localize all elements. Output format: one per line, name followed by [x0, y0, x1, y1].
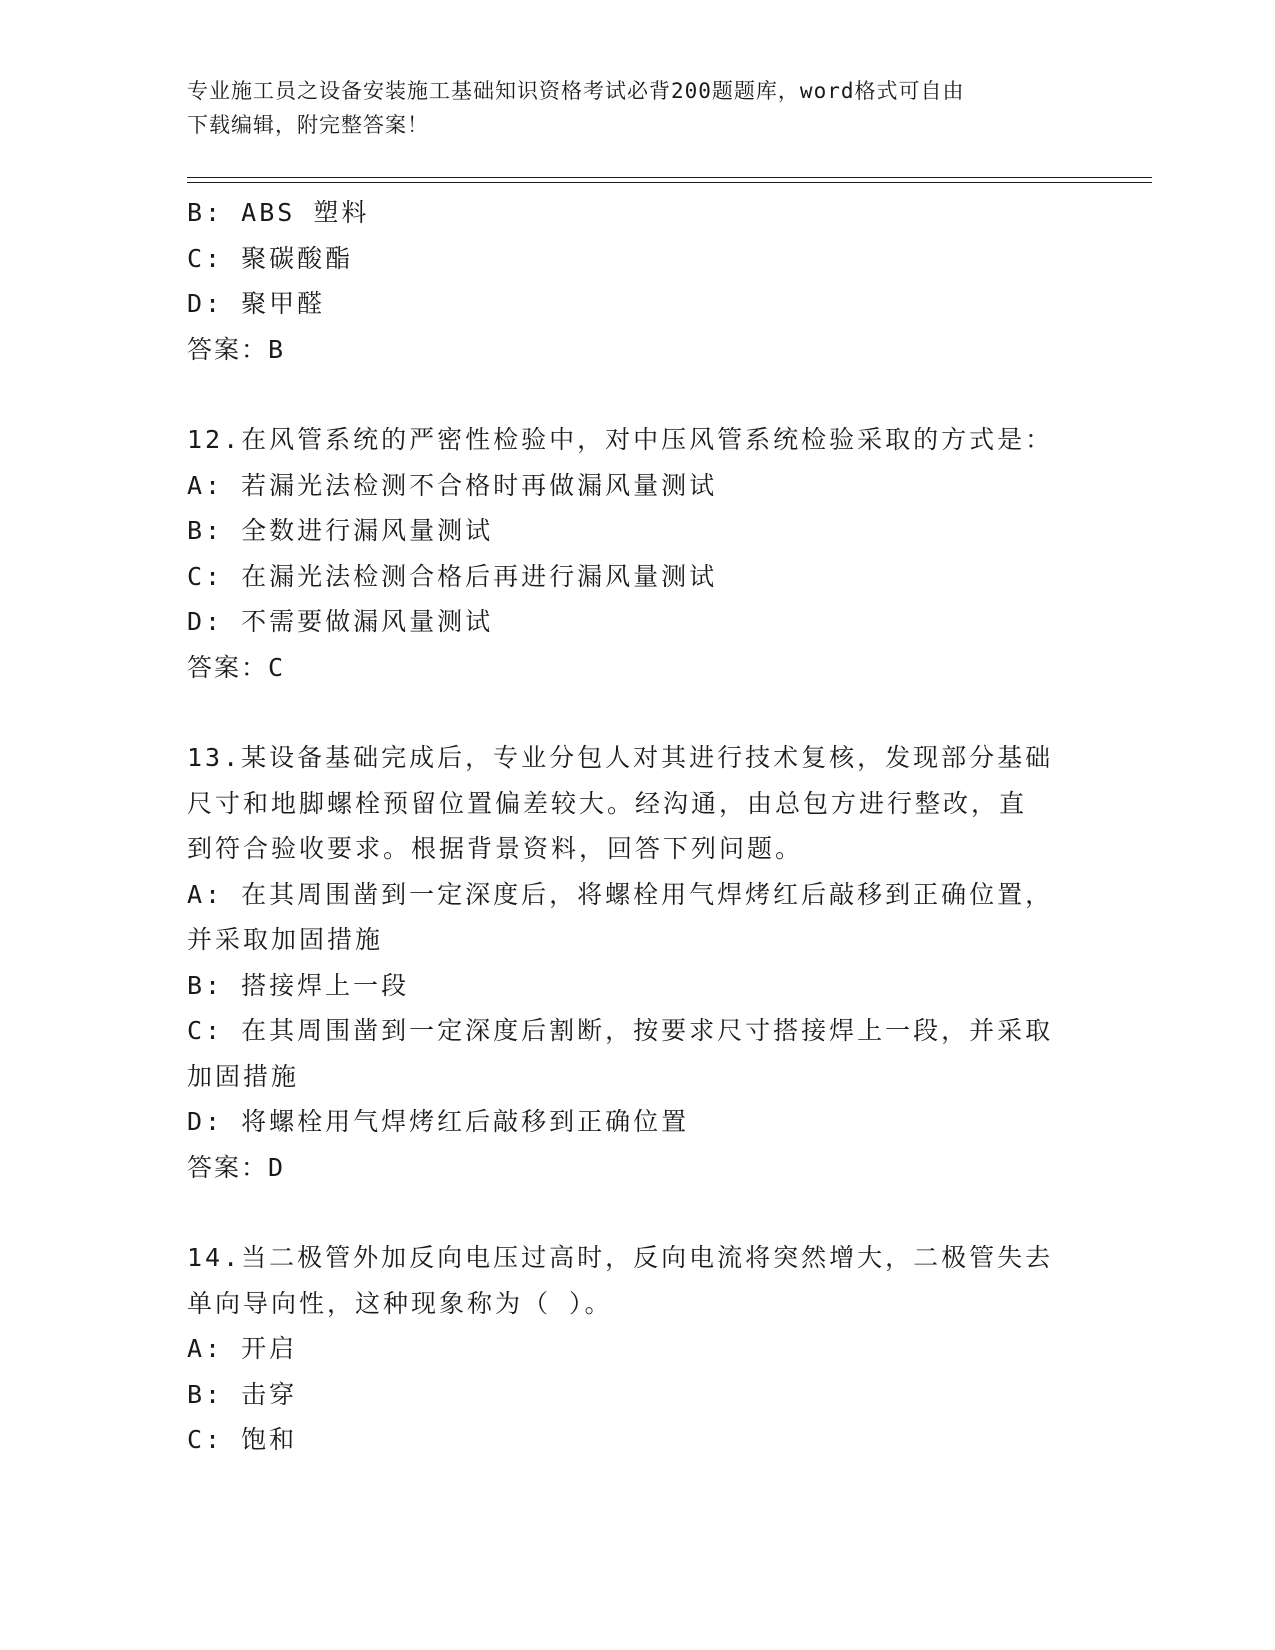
- spacer: [187, 690, 1087, 735]
- document-header: [187, 74, 1087, 142]
- option-a-line-1: A: 在其周围凿到一定深度后，将螺栓用气焊烤红后敲移到正确位置，: [187, 879, 1054, 909]
- option-d: D: 不需要做漏风量测试: [187, 607, 494, 636]
- answer-line: 答案：C: [187, 652, 286, 682]
- option-d: D: 聚甲醛: [187, 289, 326, 318]
- question-stem-line-2: 尺寸和地脚螺栓预留位置偏差较大。经沟通，由总包方进行整改，直: [187, 788, 1028, 818]
- question-stem-line-2: 单向导向性，这种现象称为（ ）。: [187, 1288, 613, 1318]
- option-b: B: 搭接焊上一段: [187, 970, 410, 1000]
- header-divider-top: [187, 177, 1152, 178]
- option-a-line-2: 并采取加固措施: [187, 925, 384, 954]
- question-stem-line-3: 到符合验收要求。根据背景资料，回答下列问题。: [187, 834, 804, 863]
- question-13: [187, 735, 1087, 1190]
- question-14: [187, 1235, 1087, 1463]
- answer-line: 答案：D: [187, 1152, 286, 1182]
- option-c: C: 聚碳酸酯: [187, 243, 354, 273]
- option-b: B: ABS 塑料: [187, 198, 370, 227]
- question-stem-line-1: 13.某设备基础完成后，专业分包人对其进行技术复核，发现部分基础: [187, 743, 1054, 772]
- document-body: [187, 190, 1087, 1463]
- spacer: [187, 1190, 1087, 1235]
- spacer: [187, 372, 1087, 417]
- answer-line: 答案：B: [187, 334, 286, 364]
- option-d: D: 将螺栓用气焊烤红后敲移到正确位置: [187, 1107, 690, 1136]
- option-c: C: 饱和: [187, 1425, 298, 1454]
- question-12: [187, 417, 1087, 690]
- option-b: B: 击穿: [187, 1379, 298, 1409]
- option-c: C: 在漏光法检测合格后再进行漏风量测试: [187, 561, 718, 591]
- option-a: A: 开启: [187, 1334, 298, 1363]
- question-11-continued: [187, 190, 1087, 372]
- header-divider-bottom: [187, 182, 1152, 183]
- question-stem-line-1: 14.当二极管外加反向电压过高时，反向电流将突然增大，二极管失去: [187, 1243, 1054, 1272]
- option-b: B: 全数进行漏风量测试: [187, 516, 494, 545]
- header-line-1: 专业施工员之设备安装施工基础知识资格考试必背200题题库，word格式可自由: [187, 79, 965, 103]
- question-stem: 12.在风管系统的严密性检验中，对中压风管系统检验采取的方式是：: [187, 425, 1054, 454]
- option-c-line-1: C: 在其周围凿到一定深度后割断，按要求尺寸搭接焊上一段，并采取: [187, 1016, 1054, 1045]
- option-a: A: 若漏光法检测不合格时再做漏风量测试: [187, 470, 718, 500]
- header-line-2: 下载编辑，附完整答案！: [187, 113, 429, 137]
- option-c-line-2: 加固措施: [187, 1061, 300, 1091]
